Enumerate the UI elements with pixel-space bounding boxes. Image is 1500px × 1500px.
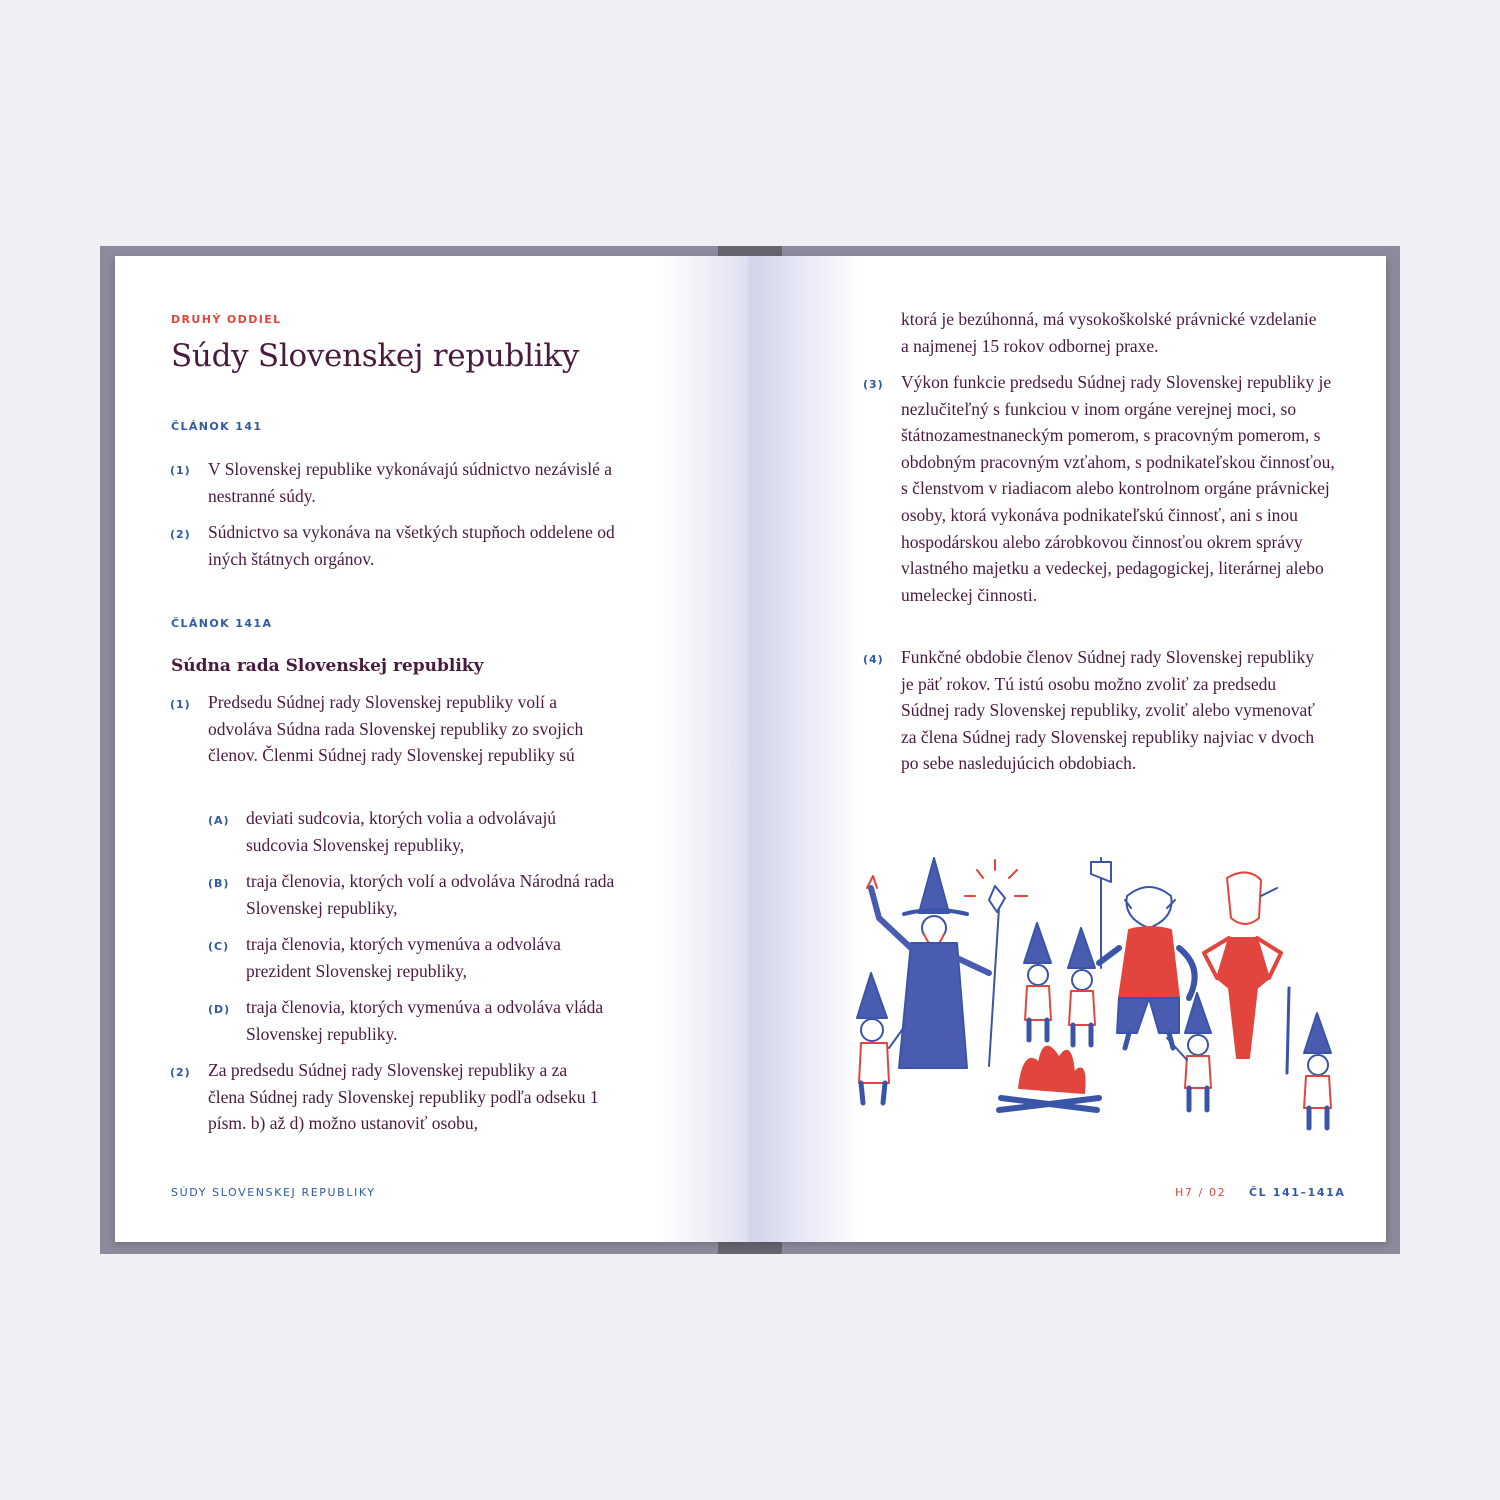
subitem-letter: (B) xyxy=(208,877,230,890)
gnome-figure xyxy=(857,973,905,1103)
subitem-letter: (A) xyxy=(208,814,230,827)
campfire xyxy=(999,1047,1099,1110)
gnome-figure xyxy=(1304,1013,1331,1128)
subitem: deviati sudcovia, ktorých volia a odvolávajú sudcovia Slovenskej republiky, xyxy=(246,808,557,855)
paragraph-number: (2) xyxy=(170,528,191,541)
running-footer: SÚDY SLOVENSKEJ REPUBLIKY xyxy=(171,1186,376,1199)
subitem: traja členovia, ktorých volí a odvoláva Národná rada Slovenskej republiky, xyxy=(246,871,615,918)
gutter-shadow xyxy=(659,256,749,1242)
article-label: ČLÁNOK 141A xyxy=(171,617,273,630)
paragraph-number: (1) xyxy=(170,698,191,711)
section-label: DRUHÝ ODDIEL xyxy=(171,313,282,326)
article-subtitle: Súdna rada Slovenskej republiky xyxy=(171,656,484,676)
subitem-letter: (C) xyxy=(208,940,230,953)
paragraph: Súdnictvo sa vykonáva na všetkých stupňoch oddelene od iných štátnych orgánov. xyxy=(208,522,615,569)
page-title: Súdy Slovenskej republiky xyxy=(171,338,580,374)
article-label: ČLÁNOK 141 xyxy=(171,420,263,433)
paragraph: Výkon funkcie predsedu Súdnej rady Slovenskej republiky je nezlučiteľný s funkciou v inom orgáne verejnej moci, so štátnozamestnaneckým pomerom, s pracovným pomerom, s obdobným pracovným vzťahom, s podnikateľskou činnosťou, s členstvom v riadiacom alebo kontrolnom orgáne právnickej osoby, ktorá vykonáva podnikateľskú činnosť, ani s inou hospodárskou alebo zárobkovou činnosťou okrem správy vlastného majetku a vedeckej, pedagogickej, literárnej alebo umeleckej činnosti. xyxy=(901,372,1335,605)
paragraph-continuation: ktorá je bezúhonná, má vysokoškolské právnické vzdelanie a najmenej 15 rokov odbornej praxe. xyxy=(901,309,1317,356)
gnome-figure xyxy=(1024,923,1051,1040)
elf-figure xyxy=(1204,872,1289,1073)
fantasy-council-illustration xyxy=(849,848,1349,1148)
gutter-shadow xyxy=(749,256,859,1242)
paragraph-number: (3) xyxy=(863,378,884,391)
subitem: traja členovia, ktorých vymenúva a odvoláva vláda Slovenskej republiky. xyxy=(246,997,604,1044)
paragraph: Funkčné obdobie členov Súdnej rady Slovenskej republiky je päť rokov. Tú istú osobu možno zvoliť za predsedu Súdnej rady Slovenskej republiky, zvoliť alebo vymenovať za člena Súdnej rady Slovenskej republiky najviac v dvoch po sebe nasledujúcich obdobiach. xyxy=(901,647,1315,774)
right-page xyxy=(749,256,1386,1242)
paragraph: Predsedu Súdnej rady Slovenskej republiky volí a odvoláva Súdna rada Slovenskej republiky zo svojich členov. Členmi Súdnej rady Slovenskej republiky sú xyxy=(208,692,584,766)
paragraph: V Slovenskej republike vykonávajú súdnictvo nezávislé a nestranné súdy. xyxy=(208,459,613,506)
gnome-figure xyxy=(1068,928,1095,1045)
subitem-letter: (D) xyxy=(208,1003,231,1016)
paragraph-number: (4) xyxy=(863,653,884,666)
paragraph: Za predsedu Súdnej rady Slovenskej republiky a za člena Súdnej rady Slovenskej republiky podľa odseku 1 písm. b) až d) možno ustanoviť osobu, xyxy=(208,1060,599,1134)
subitem: traja členovia, ktorých vymenúva a odvoláva prezident Slovenskej republiky, xyxy=(246,934,561,981)
wizard-figure xyxy=(867,858,989,1068)
paragraph-number: (2) xyxy=(170,1066,191,1079)
paragraph-number: (1) xyxy=(170,464,191,477)
chapter-marker: H7 / 02 xyxy=(1175,1186,1227,1199)
left-page xyxy=(115,256,749,1242)
article-range: ČL 141–141A xyxy=(1249,1186,1346,1199)
orc-figure xyxy=(1091,858,1195,1048)
